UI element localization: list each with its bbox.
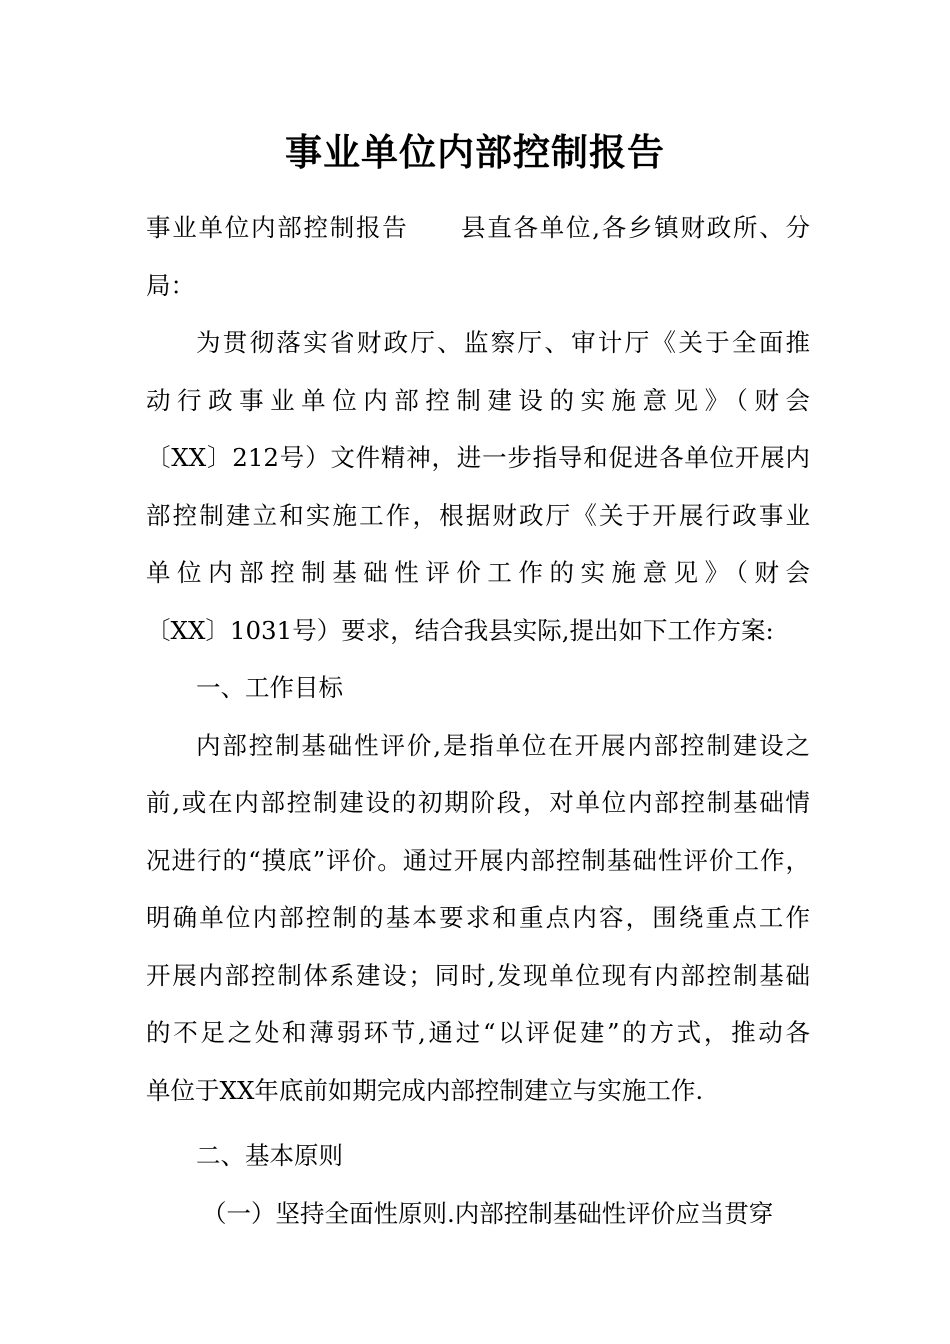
paragraph-line: 单位内部控制基础性评价工作的实施意见》（财会 [146,558,810,587]
paragraph-line: 为贯彻落实省财政厅、监察厅、审计厅《关于全面推 [196,328,810,357]
paragraph-line: 事业单位内部控制报告 县直各单位,各乡镇财政所、分 [146,213,810,242]
paragraph-line: 开展内部控制体系建设；同时,发现单位现有内部控制基础 [146,960,810,990]
paragraph-line: 〔XX〕1031号）要求，结合我县实际,提出如下工作方案: [146,615,774,645]
section-heading: 二、基本原则 [196,1141,343,1170]
paragraph-line: 局： [146,270,195,300]
paragraph-gap [146,1119,810,1127]
paragraph-line: 内部控制基础性评价,是指单位在开展内部控制建设之 [196,730,810,760]
paragraph-line: 明确单位内部控制的基本要求和重点内容，围绕重点工作 [146,903,810,932]
paragraph-line: 况进行的“摸底”评价。通过开展内部控制基础性评价工作， [146,845,810,875]
paragraph-line: 的不足之处和薄弱环节,通过“以评促建”的方式，推动各 [146,1018,810,1047]
paragraph-line: 部控制建立和实施工作，根据财政厅《关于开展行政事业 [146,500,810,530]
paragraph-line: （一）坚持全面性原则.内部控制基础性评价应当贯穿 [202,1198,774,1228]
document-body [146,199,810,1242]
paragraph-line: 动行政事业单位内部控制建设的实施意见》（财会 [146,385,810,415]
paragraph-line: 〔XX〕212号）文件精神，进一步指导和促进各单位开展内 [146,443,810,472]
section-heading: 一、工作目标 [196,673,343,702]
paragraph-line: 单位于XX年底前如期完成内部控制建立与实施工作. [146,1075,704,1105]
document-title: 事业单位内部控制报告 [285,130,665,174]
paragraph-line: 前,或在内部控制建设的初期阶段，对单位内部控制基础情 [146,788,810,817]
